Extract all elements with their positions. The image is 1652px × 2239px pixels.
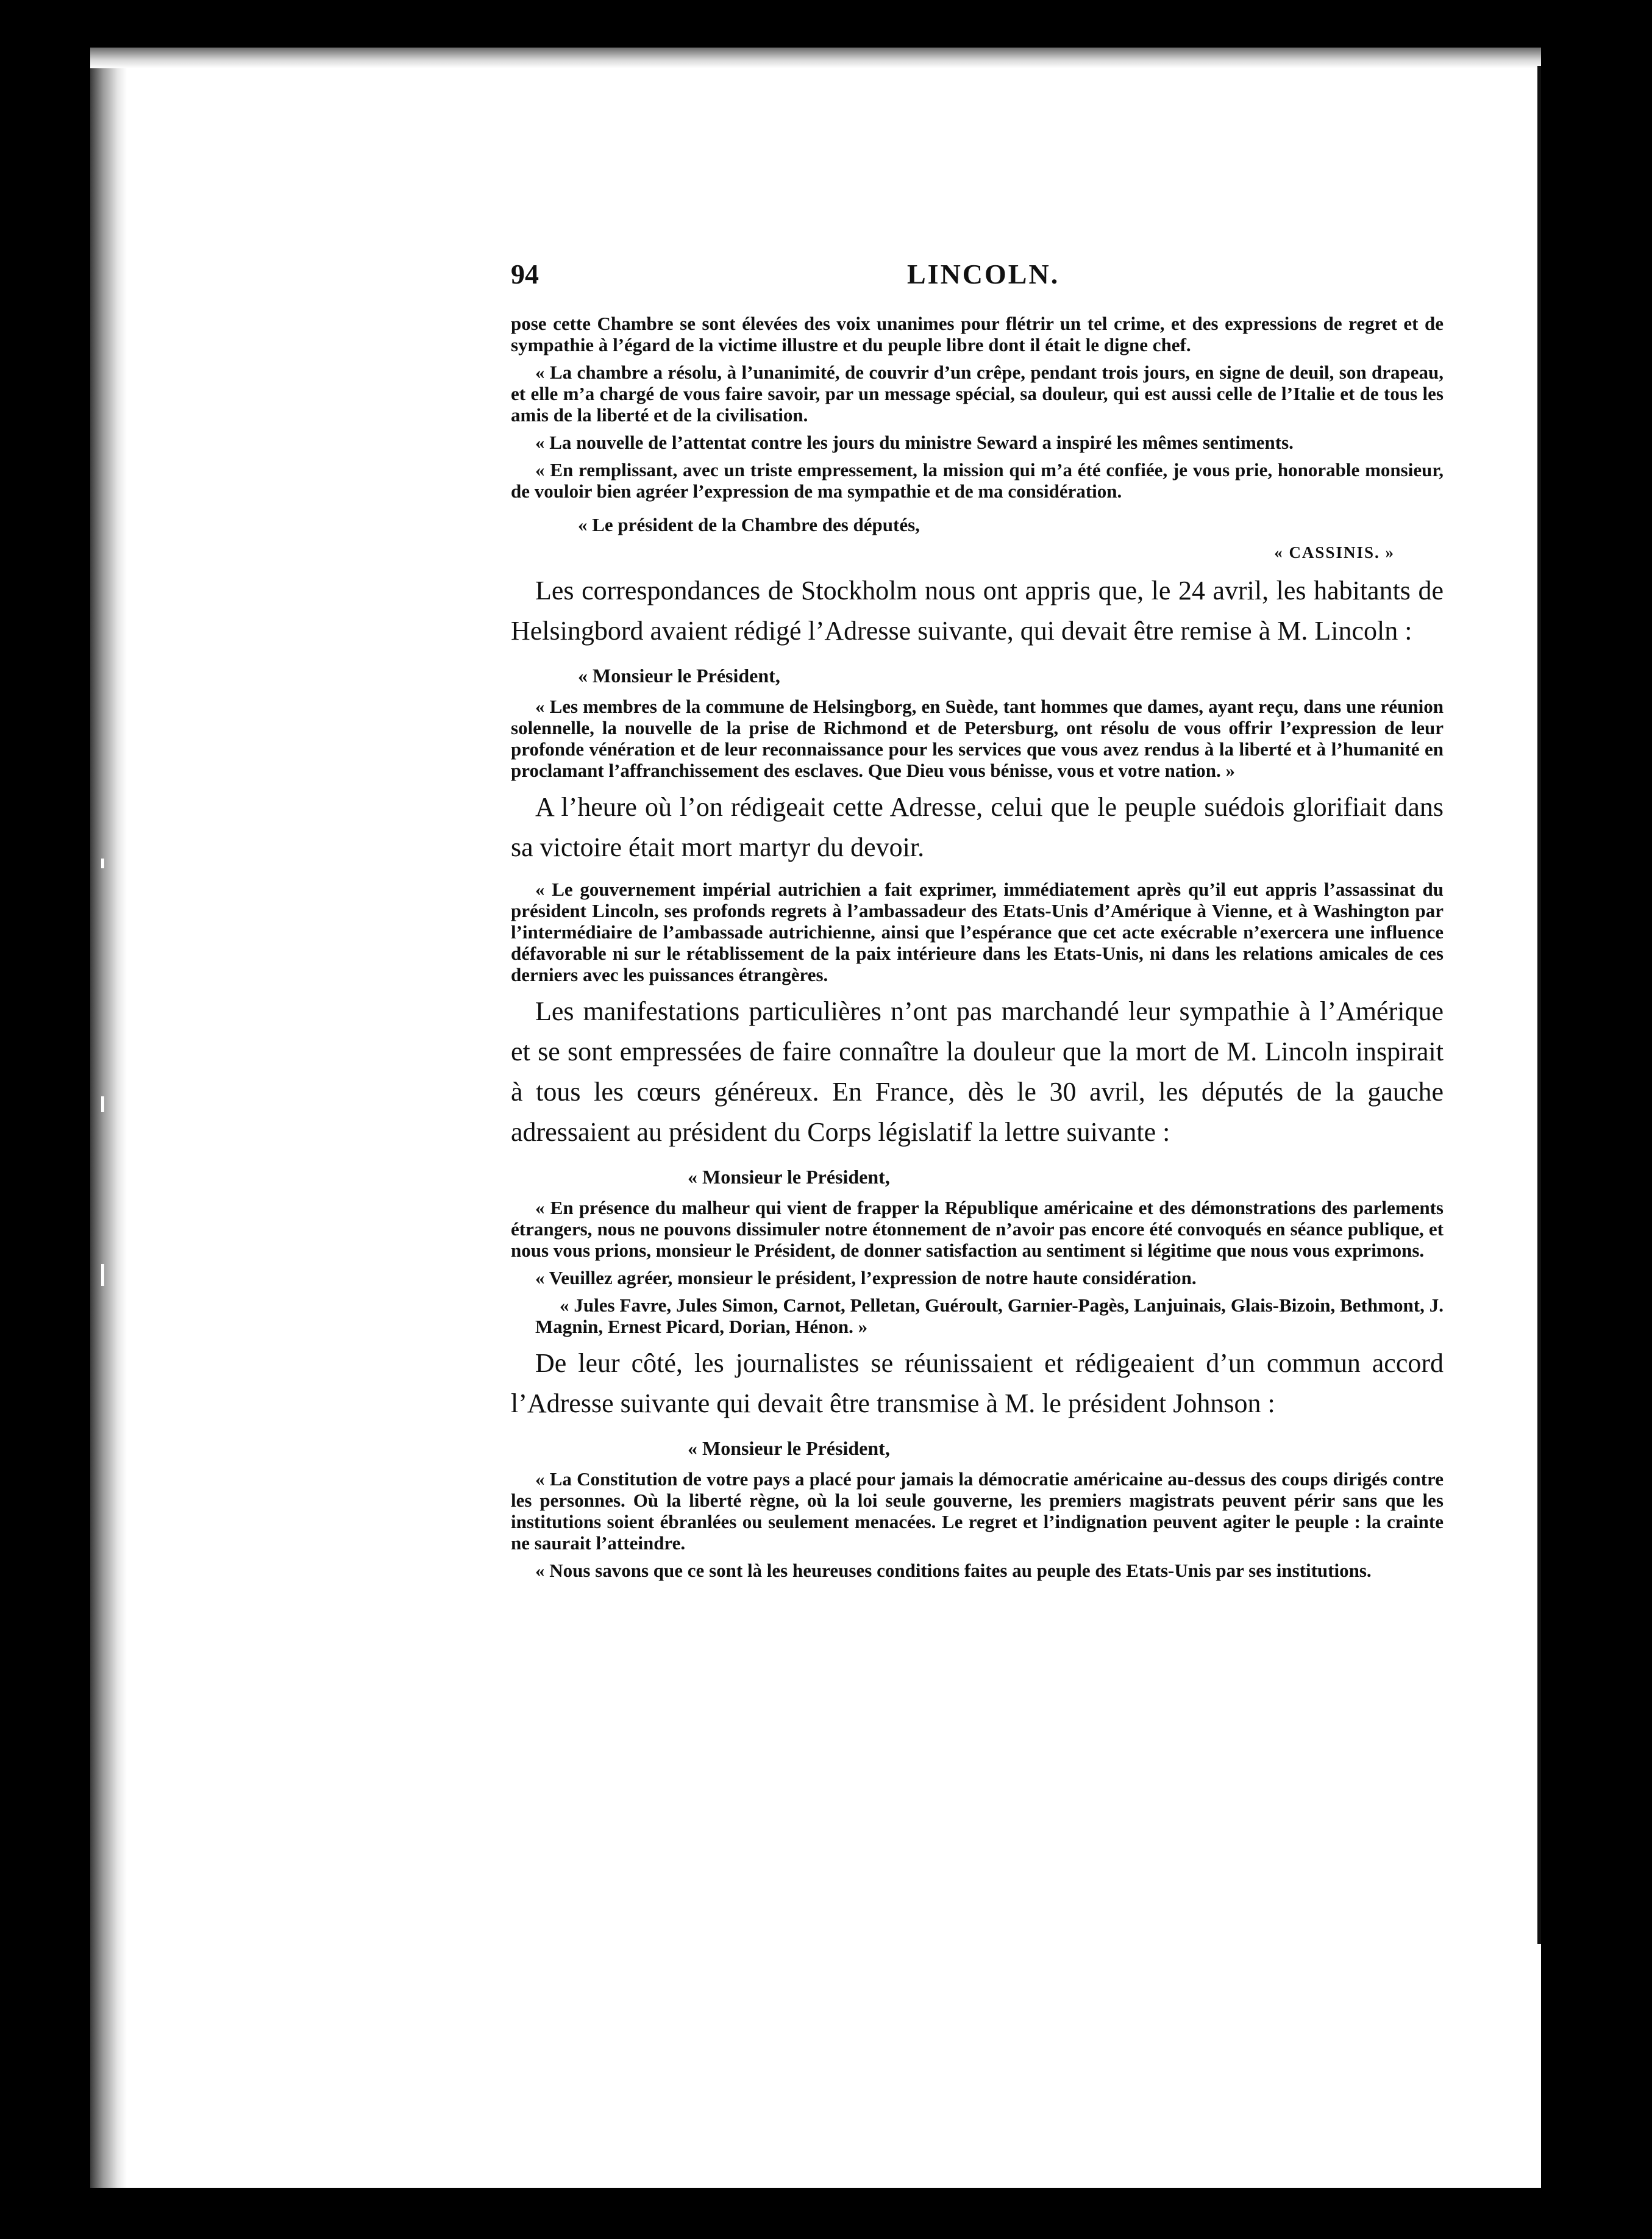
body-paragraph: De leur côté, les journalistes se réunissaient et rédigeaient d’un commun accord l’Adresse suivante qui devait être transmise à M. le président Johnson :: [511, 1348, 1444, 1418]
signature-name: « CASSINIS. »: [1274, 543, 1395, 562]
body-paragraph: A l’heure où l’on rédigeait cette Adresse, celui que le peuple suédois glorifiait dans sa victoire était mort martyr du devoir.: [511, 792, 1444, 862]
quoted-letter: « En présence du malheur qui vient de frapper la République américaine et des démonstrations des parlements étrangers, nous ne pouvons dissimuler notre étonnement de n’avoir pas encore été convoqués en séance publique, et nous vous prions, monsieur le Président, de donner satisfaction au sentiment si légitime que nous vous exprimons.: [511, 1197, 1444, 1261]
salutation: « Monsieur le Président,: [578, 665, 780, 687]
edge-speck: [101, 1264, 104, 1286]
page-content: [511, 258, 1444, 1587]
paragraph: « En remplissant, avec un triste empressement, la mission qui m’a été confiée, je vous prie, honorable monsieur, de vouloir bien agréer l’expression de ma sympathie et de ma considération.: [511, 459, 1444, 502]
binding-shadow: [90, 48, 127, 2188]
body-paragraph: Les correspondances de Stockholm nous ont appris que, le 24 avril, les habitants de Helsingbord avaient rédigé l’Adresse suivante, qui devait être remise à M. Lincoln :: [511, 576, 1444, 646]
body-paragraph: Les manifestations particulières n’ont pas marchandé leur sympathie à l’Amérique et se sont empressées de faire connaître la douleur que la mort de M. Lincoln inspirait à tous les cœurs généreux. En France, dès le 30 avril, les députés de la gauche adressaient au président du Corps législatif la lettre suivante :: [511, 996, 1444, 1147]
paragraph: « La nouvelle de l’attentat contre les jours du ministre Seward a inspiré les mêmes sentiments.: [535, 432, 1294, 453]
quoted-address: « La Constitution de votre pays a placé pour jamais la démocratie américaine au-dessus des coups dirigés contre les personnes. Où la liberté règne, où la loi seule gouverne, les premiers magistrats peuvent périr sans que les institutions soient ébranlées ou seulement menacées. Le regret et l’indignation peuvent agiter le peuple : la crainte ne saurait l’atteindre.: [511, 1468, 1444, 1554]
quoted-address: « Les membres de la commune de Helsingborg, en Suède, tant hommes que dames, ayant reçu, dans une réunion solennelle, la nouvelle de la prise de Richmond et de Petersburg, ont résolu de vous offrir l’expression de leur profonde vénération et de leur reconnaissance pour les services que vous avez rendus à la liberté et à l’humanité en proclamant l’affranchissement des esclaves. Que Dieu vous bénisse, vous et votre nation. »: [511, 696, 1444, 781]
edge-speck: [101, 859, 104, 868]
book-page: [90, 48, 1541, 2188]
paragraph: pose cette Chambre se sont élevées des voix unanimes pour flétrir un tel crime, et des expressions de regret et de sympathie à l’égard de la victime illustre et du peuple libre dont il était le digne chef.: [511, 313, 1444, 355]
quoted-letter: « Veuillez agréer, monsieur le président, l’expression de notre haute considération.: [535, 1267, 1197, 1288]
salutation: « Monsieur le Président,: [688, 1166, 890, 1188]
page-number: 94: [511, 259, 539, 290]
page-gutter: [1537, 66, 1541, 1944]
signatories: « Jules Favre, Jules Simon, Carnot, Pelletan, Guéroult, Garnier-Pagès, Lanjuinais, Glais-Bizoin, Bethmont, J. Magnin, Ernest Picard, Dorian, Hénon. »: [535, 1294, 1444, 1337]
signature-title: « Le président de la Chambre des députés,: [578, 514, 920, 535]
quoted-statement: « Le gouvernement impérial autrichien a fait exprimer, immédiatement après qu’il eut appris l’assassinat du président Lincoln, ses profonds regrets à l’ambassadeur des Etats-Unis d’Amérique à Vienne, et à Washington par l’intermédiaire de l’ambassade autrichienne, ainsi que l’espérance que cet acte exécrable n’exercera une influence défavorable ni sur le rétablissement de la paix intérieure dans les Etats-Unis, ni dans les relations amicales de ces derniers avec les puissances étrangères.: [511, 879, 1444, 985]
paragraph: « La chambre a résolu, à l’unanimité, de couvrir d’un crêpe, pendant trois jours, en signe de deuil, son drapeau, et elle m’a chargé de vous faire savoir, par un message spécial, sa douleur, qui est aussi celle de l’Italie et de tous les amis de la liberté et de la civilisation.: [511, 362, 1444, 426]
salutation: « Monsieur le Président,: [688, 1437, 890, 1459]
edge-speck: [101, 1096, 104, 1112]
running-title: LINCOLN.: [907, 259, 1060, 290]
quoted-address: « Nous savons que ce sont là les heureuses conditions faites au peuple des Etats-Unis par ses institutions.: [535, 1560, 1372, 1581]
running-header: [511, 258, 1444, 313]
top-edge-shadow: [90, 48, 1541, 68]
